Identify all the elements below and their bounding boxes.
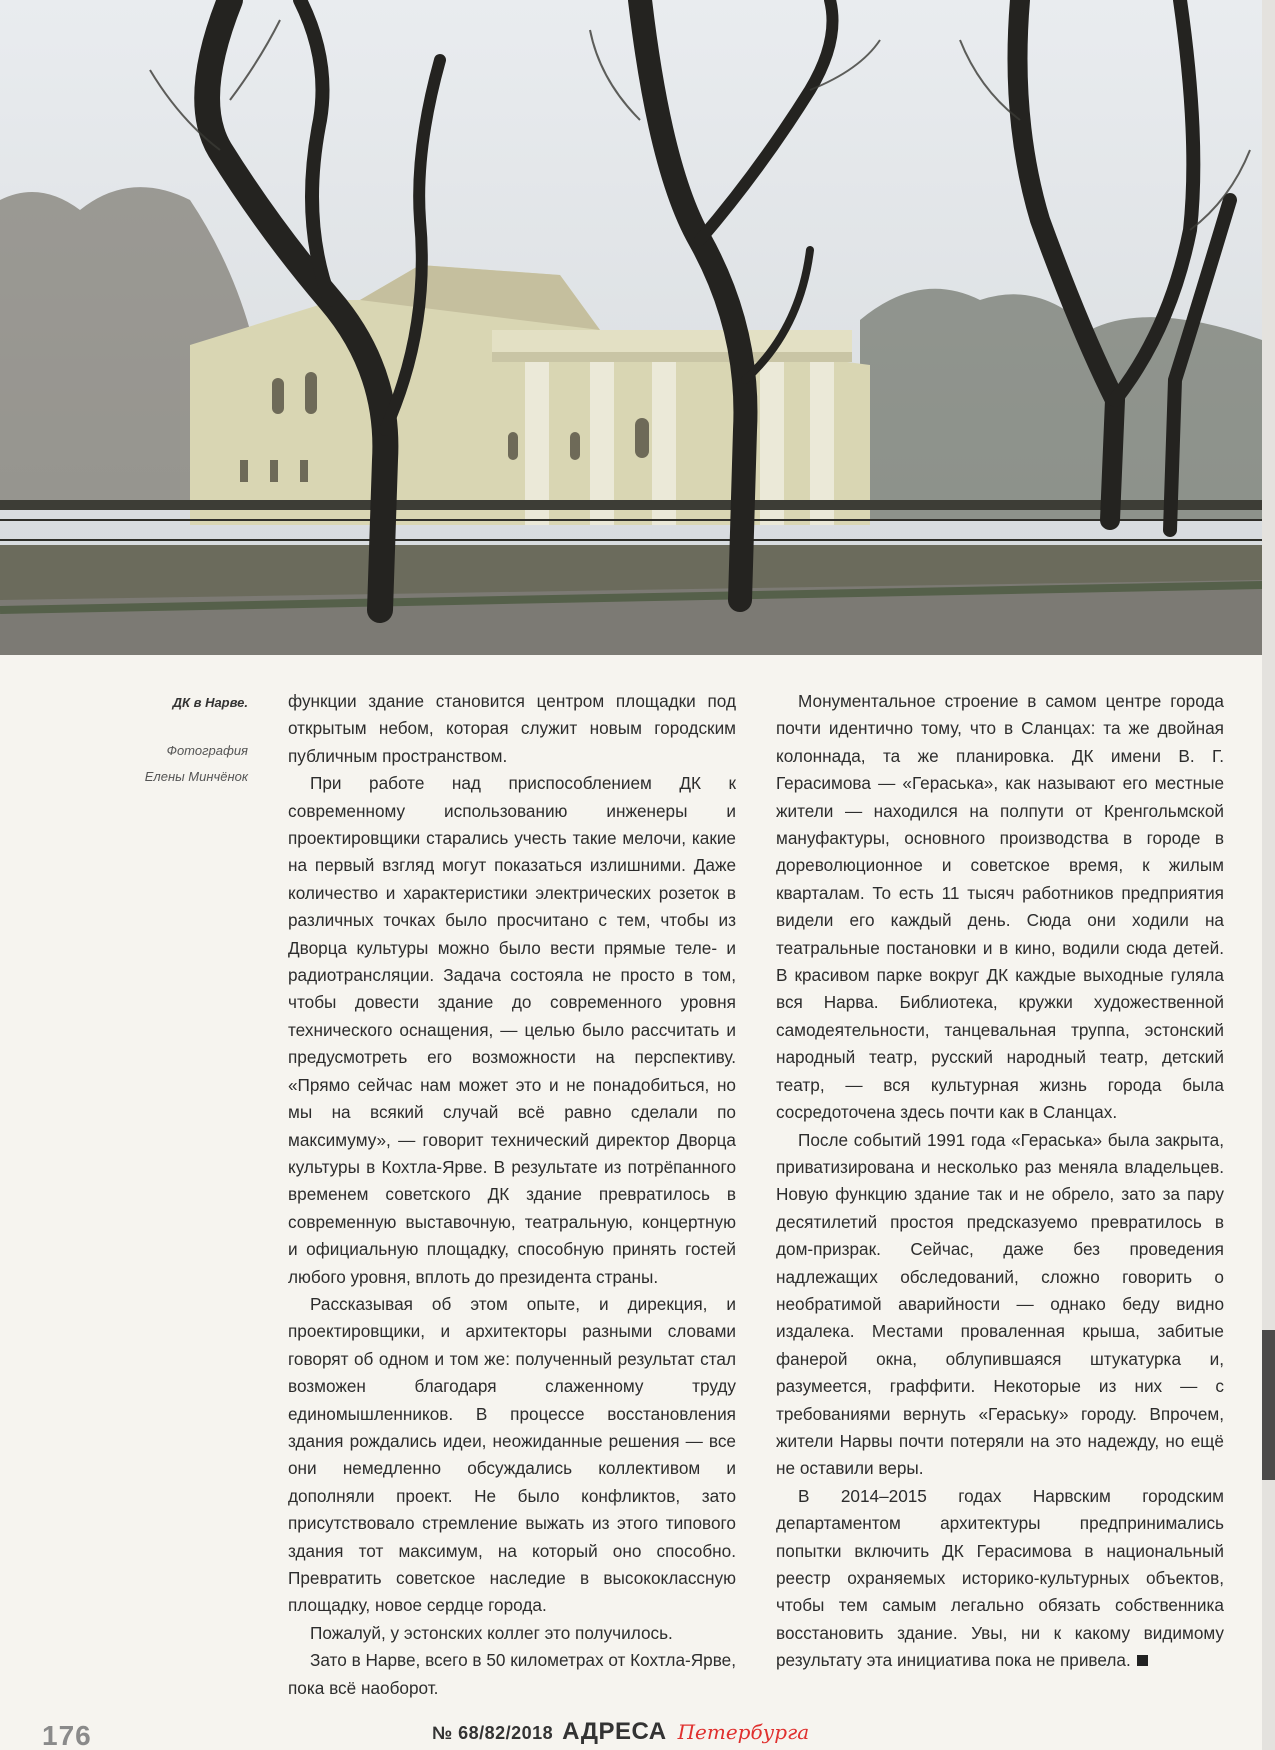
magazine-brand: АДРЕСА <box>562 1718 667 1745</box>
paragraph: функции здание становится центром площадки под открытым небом, которая служит новым городским публичным пространством. <box>288 691 736 766</box>
page-edge-shadow <box>1262 1330 1275 1480</box>
end-of-article-mark <box>1137 1655 1148 1666</box>
palace-of-culture-photo <box>0 0 1262 655</box>
magazine-brand-sub: Петербурга <box>677 1720 810 1744</box>
paragraph: Пожалуй, у эстонских коллег это получилось. <box>310 1622 673 1643</box>
article-column-2 <box>776 688 1224 1675</box>
paragraph-text: В 2014–2015 годах Нарвским городским департаментом архитектуры предпринимались попытки включить ДК Герасимова в национальный реестр охраняемых историко-культурных объектов, чтобы тем самым легально обязать собственника восстановить здание. Увы, ни к какому видимому результату эта инициатива пока не привела. <box>776 1485 1224 1671</box>
caption-credit-line1: Фотография <box>166 743 248 758</box>
paragraph: Монументальное строение в самом центре города почти идентично тому, что в Сланцах: та же двойная колоннада, та же планировка. ДК имени В. Г. Герасимова — «Гераська», как называют его местные жители — находился на полпути от Кренгольмской мануфактуры, основного производства в городе в дореволюционное и советское время, к жилым кварталам. То есть 11 тысяч работников предприятия видели его каждый день. Сюда они ходили на театральные постановки и в кино, водили сюда детей. В красивом парке вокруг ДК каждые выходные гуляла вся Нарва. Библиотека, кружки художественной самодеятельности, танцевальная труппа, эстонский народный театр, русский народный театр, детский театр, — вся культурная жизнь города была сосредоточена здесь почти как в Сланцах. <box>776 691 1224 1123</box>
paragraph: После событий 1991 года «Гераська» была закрыта, приватизирована и несколько раз меняла владельцев. Новую функцию здание так и не обрело, зато за пару десятилетий простоя предсказуемо превратилось в дом-призрак. Сейчас, даже без проведения надлежащих обследований, сложно говорить о необратимой аварийности — однако беду видно издалека. Местами проваленная крыша, забитые фанерой окна, облупившаяся штукатурка и, разумеется, граффити. Некоторые из них — с требованиями вернуть «Гераську» городу. Впрочем, жители Нарвы почти потеряли на это надежду, но ещё не оставили веры. <box>776 1129 1224 1479</box>
issue-number: № 68/82/2018 <box>432 1723 554 1743</box>
paragraph: Рассказывая об этом опыте, и дирекция, и проектировщики, и архитекторы разными словами говорят об одном и том же: полученный результат стал возможен благодаря слаженному труду единомышленников. В процессе восстановления здания рождались идеи, неожиданные решения — все они немедленно обсуждались коллективом и дополняли проект. Не было конфликтов, зато присутствовало стремление выжать из этого типового здания тот максимум, на который оно способно. Превратить советское наследие в высококлассную площадку, новое сердце города. <box>288 1293 736 1616</box>
photo-caption <box>108 690 248 790</box>
magazine-footer <box>432 1718 809 1746</box>
caption-title: ДК в Нарве. <box>172 695 248 710</box>
article-photo <box>0 0 1262 655</box>
page-edge <box>1262 0 1275 1750</box>
article-column-1 <box>288 688 736 1702</box>
paragraph: При работе над приспособлением ДК к современному использованию инженеры и проектировщики старались учесть такие мелочи, какие на первый взгляд могут показаться излишними. Даже количество и характеристики электрических розеток в различных точках было просчитано с тем, чтобы из Дворца культуры можно было вести прямые теле- и радиотрансляции. Задача состояла не просто в том, чтобы довести здание до современного уровня технического оснащения, — целью было рассчитать и предусмотреть его возможности на перспективу. «Прямо сейчас нам может это и не понадобиться, но мы на всякий случай всё равно сделали по максимуму», — говорит технический директор Дворца культуры в Кохтла-Ярве. В результате из потрёпанного временем советского ДК здание превратилось в современную выставочную, театральную, концертную и официальную площадку, способную принять гостей любого уровня, вплоть до президента страны. <box>288 773 736 1287</box>
page-number: 176 <box>42 1720 92 1750</box>
caption-credit-line2: Елены Минчёнок <box>144 769 248 784</box>
paragraph: Зато в Нарве, всего в 50 километрах от Кохтла-Ярве, пока всё наоборот. <box>288 1650 736 1698</box>
paragraph-last <box>776 1483 1224 1675</box>
